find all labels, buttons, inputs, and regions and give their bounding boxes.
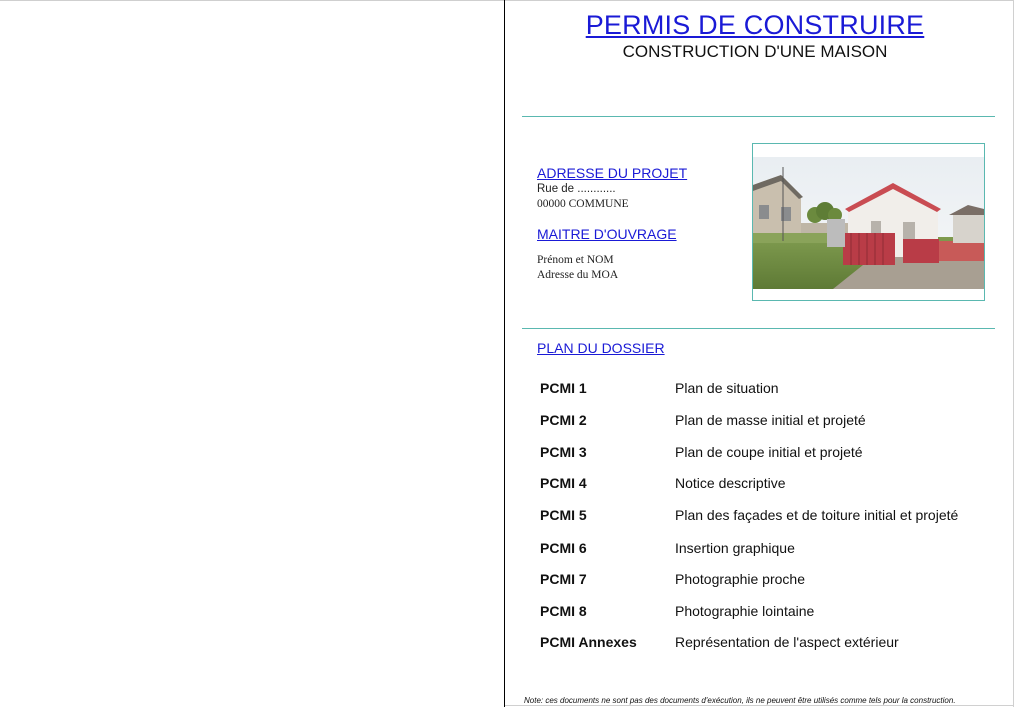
plan-row-pcmi-2 (540, 412, 1000, 432)
page-divider (504, 0, 505, 707)
plan-label: Insertion graphique (675, 540, 795, 556)
project-address-heading: ADRESSE DU PROJET (537, 165, 688, 181)
section-rule-top (522, 116, 995, 117)
plan-code: PCMI 3 (540, 444, 587, 460)
plan-label: Représentation de l'aspect extérieur (675, 634, 899, 650)
plan-row-pcmi-6 (540, 540, 1000, 560)
plan-code: PCMI 7 (540, 571, 587, 587)
plan-label: Plan de masse initial et projeté (675, 412, 866, 428)
owner-name: Prénom et NOM (537, 254, 614, 266)
footer-note: Note: ces documents ne sont pas des documents d'exécution, ils ne peuvent être utilisés comme tels pour la construction. (524, 696, 956, 705)
plan-code: PCMI 5 (540, 507, 587, 523)
document-subtitle: CONSTRUCTION D'UNE MAISON (622, 42, 888, 61)
plan-row-pcmi-5 (540, 507, 1000, 527)
plan-label: Photographie lointaine (675, 603, 815, 619)
document-title: PERMIS DE CONSTRUIRE (585, 10, 925, 40)
plan-code: PCMI 4 (540, 475, 587, 491)
blank-left-page (0, 1, 504, 707)
plan-label: Plan des façades et de toiture initial et projeté (675, 507, 959, 523)
plan-row-pcmi-4 (540, 475, 1000, 495)
plan-code: PCMI 1 (540, 380, 587, 396)
project-city: 00000 COMMUNE (537, 198, 629, 210)
section-rule-middle (522, 328, 995, 329)
plan-code: PCMI 8 (540, 603, 587, 619)
plan-label: Photographie proche (675, 571, 805, 587)
owner-heading: MAITRE D'OUVRAGE (537, 226, 677, 242)
page-bottom-border (505, 705, 1014, 706)
plan-row-pcmi-annexes (540, 634, 1000, 654)
project-street: Rue de ............ (537, 183, 616, 195)
plan-label: Notice descriptive (675, 475, 786, 491)
owner-address: Adresse du MOA (537, 269, 619, 281)
house-photo-frame (752, 143, 985, 301)
plan-code: PCMI 6 (540, 540, 587, 556)
plan-code: PCMI 2 (540, 412, 587, 428)
plan-heading: PLAN DU DOSSIER (537, 340, 665, 356)
plan-row-pcmi-3 (540, 444, 1000, 464)
plan-label: Plan de coupe initial et projeté (675, 444, 863, 460)
plan-row-pcmi-1 (540, 380, 1000, 400)
plan-row-pcmi-7 (540, 571, 1000, 591)
plan-row-pcmi-8 (540, 603, 1000, 623)
house-photo (753, 157, 984, 289)
house-photo-illustration (753, 157, 984, 289)
plan-code: PCMI Annexes (540, 634, 637, 650)
plan-label: Plan de situation (675, 380, 779, 396)
